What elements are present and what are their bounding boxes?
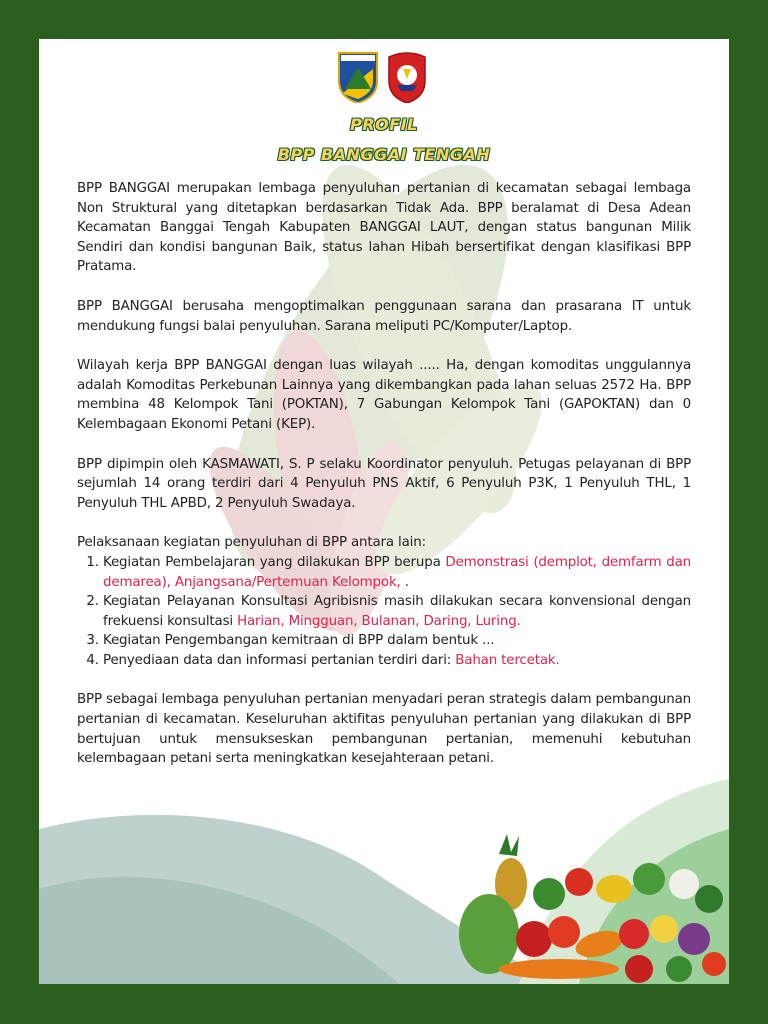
list-item: 4. Penyediaan data dan informasi pertanian terdiri dari: Bahan tercetak. bbox=[103, 651, 691, 671]
government-logos bbox=[39, 49, 729, 103]
activities-list bbox=[77, 553, 691, 671]
paragraph-facilities: BPP BANGGAI berusaha mengoptimalkan penggunaan sarana dan prasarana IT untuk mendukung fungsi balai penyuluhan. Sarana meliputi PC/Komputer/Laptop. bbox=[77, 298, 691, 334]
paragraph-staff: BPP dipimpin oleh KASMAWATI, S. P selaku Koordinator penyuluh. Petugas pelayanan di BPP sejumlah 14 orang terdiri dari 4 Penyuluh PNS Aktif, 6 Penyuluh P3K, 1 Penyuluh THL, 1 Penyuluh THL APBD, 2 Penyuluh Swadaya. bbox=[77, 456, 691, 511]
profile-content bbox=[77, 179, 691, 769]
paragraph-closing: BPP sebagai lembaga penyuluhan pertanian menyadari peran strategis dalam pembangunan pertanian di kecamatan. Keseluruhan aktifitas penyuluhan pertanian yang dilakukan di BPP bertujuan untuk mensukseskan pembangunan pertanian, memenuhi kebutuhan kelembagaan petani serta meningkatkan kesejahteraan petani. bbox=[77, 692, 691, 767]
title-bpp-name: BPP BANGGAI TENGAH bbox=[277, 145, 491, 164]
banggai-laut-emblem bbox=[389, 53, 425, 103]
list-item: 2. Kegiatan Pelayanan Konsultasi Agribisnis masih dilakukan secara konvensional dengan frekuensi konsultasi Harian, Mingguan, Bulanan, Daring, Luring. bbox=[103, 592, 691, 631]
paragraph-institution: BPP BANGGAI merupakan lembaga penyuluhan pertanian di kecamatan sebagai lembaga Non Struktural yang ditetapkan berdasarkan Tidak Ada. BPP beralamat di Desa Adean Kecamatan Banggai Tengah Kabupaten BANGGAI LAUT, dengan status bangunan Milik Sendiri dan kondisi bangunan Baik, status lahan Hibah bersertifikat dengan klasifikasi BPP Pratama. bbox=[77, 181, 691, 275]
profile-page bbox=[39, 39, 729, 984]
title-profil: PROFIL bbox=[350, 115, 418, 134]
list-item: 3. Kegiatan Pengembangan kemitraan di BPP dalam bentuk ... bbox=[103, 631, 691, 651]
sulawesi-tengah-emblem bbox=[339, 53, 377, 103]
vegetables-illustration bbox=[439, 834, 729, 984]
activities-lead: Pelaksanaan kegiatan penyuluhan di BPP antara lain: bbox=[77, 535, 426, 551]
paragraph-work-area: Wilayah kerja BPP BANGGAI dengan luas wilayah ..... Ha, dengan komoditas unggulannya adalah Komoditas Perkebunan Lainnya yang dikembangkan pada lahan seluas 2572 Ha. BPP membina 48 Kelompok Tani (POKTAN), 7 Gabungan Kelompok Tani (GAPOKTAN) dan 0 Kelembagaan Ekonomi Petani (KEP). bbox=[77, 358, 691, 432]
list-item: 1. Kegiatan Pembelajaran yang dilakukan BPP berupa Demonstrasi (demplot, demfarm dan demarea), Anjangsana/Pertemuan Kelompok, . bbox=[103, 553, 691, 592]
